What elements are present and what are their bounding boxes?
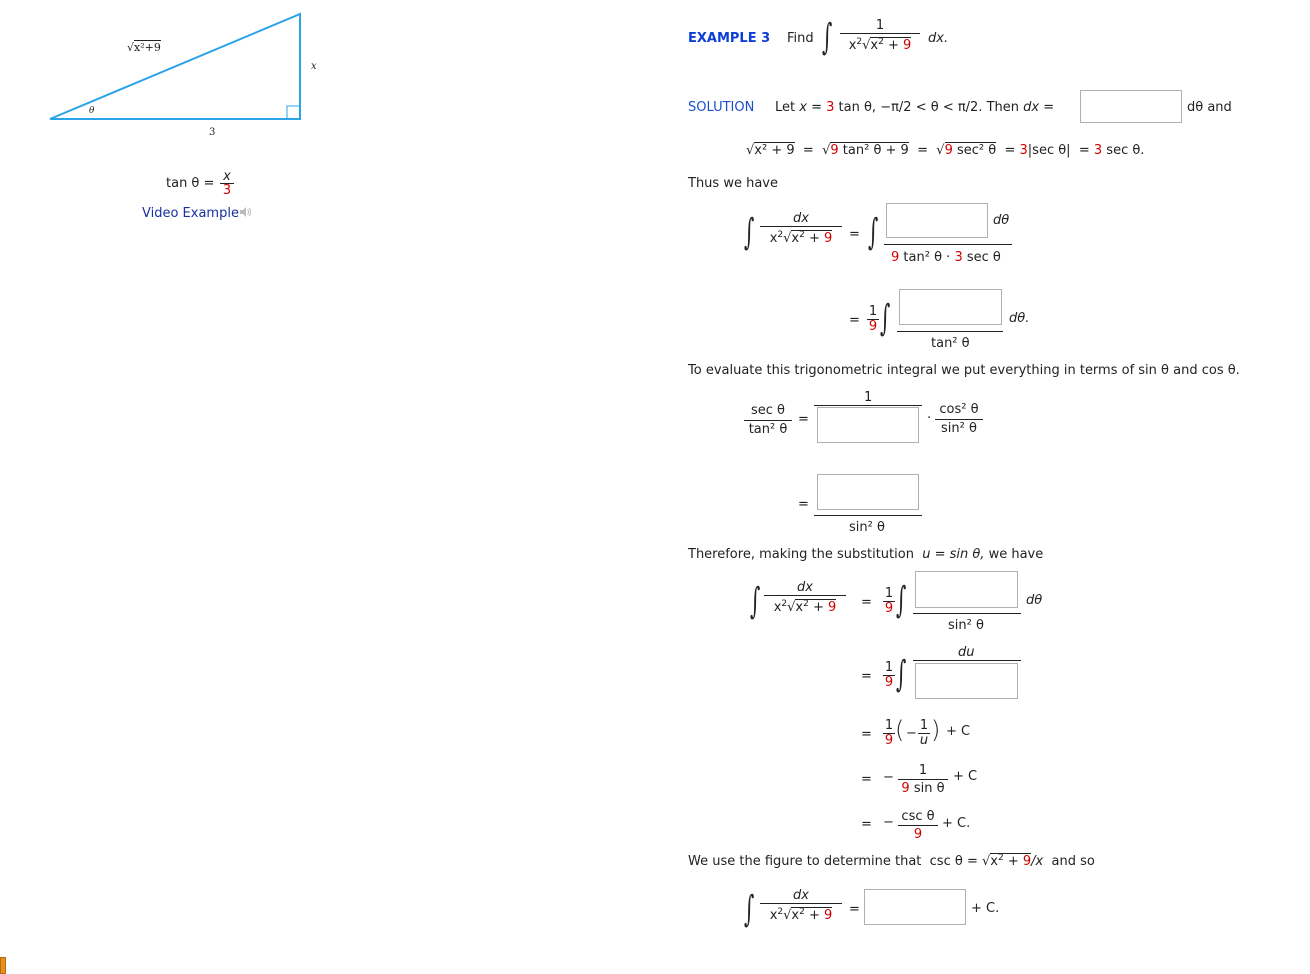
let-word: Let bbox=[775, 100, 796, 115]
sin2-theta: sin² θ bbox=[935, 419, 983, 438]
sub-minus-3: − bbox=[883, 815, 894, 830]
final-three: 3 bbox=[1093, 143, 1103, 158]
sub-du-bar bbox=[913, 660, 1021, 661]
tan-den: 3 bbox=[220, 183, 234, 197]
nine: 9 bbox=[884, 601, 894, 616]
tan-theta-text: tan θ, bbox=[838, 100, 877, 115]
speaker-icon bbox=[239, 206, 251, 218]
we-use-text: We use the figure to determine that bbox=[688, 854, 922, 869]
sub-dx: dx bbox=[797, 580, 813, 595]
sub-eq4: = bbox=[861, 772, 872, 787]
hyp-radicand: x²+9 bbox=[134, 41, 161, 54]
sqrt-mid: tan² θ + 9 bbox=[842, 143, 909, 158]
adjacent-label: 3 bbox=[209, 127, 216, 138]
sub-one-ninth bbox=[883, 587, 895, 616]
sub-fraction-bar bbox=[913, 613, 1021, 614]
nine-sin-den bbox=[898, 779, 948, 797]
sub-minus-2: − bbox=[883, 770, 894, 785]
angle-label: θ bbox=[89, 106, 95, 116]
nine: 9 bbox=[868, 319, 878, 334]
mid-nine: 9 bbox=[830, 143, 839, 158]
den-nine: 9 bbox=[891, 250, 900, 265]
trig-result-den: sin² θ bbox=[849, 520, 885, 535]
video-example-link[interactable] bbox=[142, 206, 251, 221]
trig-result-bar bbox=[814, 515, 922, 516]
plus-c-2: + C bbox=[953, 769, 978, 784]
cos-over-sin bbox=[935, 401, 983, 438]
eq-4: = bbox=[1078, 143, 1090, 158]
and-so: and so bbox=[1051, 854, 1095, 869]
nine: 9 bbox=[884, 675, 894, 690]
sqrt-symbol: √ bbox=[127, 41, 135, 54]
trig-one: 1 bbox=[864, 390, 873, 405]
one-over-u bbox=[918, 719, 930, 748]
abs-three: 3 bbox=[1019, 143, 1028, 158]
final-lhs-fraction bbox=[760, 888, 842, 924]
sub-eq1: = bbox=[861, 595, 872, 610]
sub-one-ninth-2 bbox=[883, 661, 895, 690]
sub-dtheta: dθ bbox=[1026, 593, 1043, 608]
sub-numerator-input[interactable] bbox=[915, 571, 1018, 608]
one: 1 bbox=[884, 586, 894, 601]
integral-sign: ∫ bbox=[880, 298, 891, 339]
x-eq: x = bbox=[799, 100, 822, 115]
theta-range: −π/2 < θ < π/2. bbox=[880, 100, 983, 115]
sub-minus: − bbox=[906, 726, 917, 741]
eq-1: = bbox=[802, 143, 814, 158]
u-var: u bbox=[919, 733, 929, 748]
right-triangle bbox=[0, 0, 320, 140]
integral-sign: ∫ bbox=[896, 654, 907, 695]
step1-fraction-bar bbox=[884, 244, 1012, 245]
trig-result-input[interactable] bbox=[817, 474, 919, 510]
sub-lhs-den: $x^2√x^2 + 9$ bbox=[764, 595, 846, 616]
plus-c-1: + C bbox=[946, 724, 971, 739]
integrand-num: 1 bbox=[875, 18, 885, 33]
sqrt-chain: √x² + 9 = √9 tan² θ + 9 = √9 sec² θ = 3|sec θ| = 3 sec θ. bbox=[746, 143, 1145, 158]
solution-label: SOLUTION bbox=[688, 100, 755, 115]
step2-numerator-input[interactable] bbox=[899, 289, 1002, 325]
nine: 9 bbox=[898, 825, 938, 843]
lhs-dx: dx bbox=[793, 211, 809, 226]
one-over-9sin bbox=[898, 762, 948, 797]
therefore-sentence bbox=[688, 547, 1043, 562]
sec-over-tan bbox=[744, 402, 792, 439]
thus-text: Thus we have bbox=[688, 176, 778, 191]
den-tan: tan² θ · bbox=[903, 250, 951, 265]
cos2-theta: cos² θ bbox=[939, 402, 979, 417]
csc-over-9 bbox=[898, 808, 938, 843]
slash-x: /x bbox=[1031, 854, 1044, 869]
hypotenuse-label bbox=[127, 41, 161, 54]
tan-num: x bbox=[223, 169, 231, 184]
problem-integrand bbox=[840, 18, 920, 54]
three-coef: 3 bbox=[826, 100, 835, 115]
sub-du-denominator-input[interactable] bbox=[915, 663, 1018, 699]
nine: 9 bbox=[884, 733, 894, 748]
integral-sign: ∫ bbox=[822, 17, 833, 58]
step1-eq: = bbox=[849, 227, 860, 242]
dx-eq: dx = bbox=[1023, 100, 1055, 115]
one: 1 bbox=[868, 304, 878, 319]
integrand-den: $x^2√x^2 + 9$ bbox=[840, 33, 920, 54]
trig-sentence: To evaluate this trigonometric integral we put everything in terms of sin θ and cos θ. bbox=[688, 363, 1240, 378]
tan-theta-lhs: tan θ = bbox=[166, 176, 215, 191]
problem-dx: dx. bbox=[928, 31, 949, 46]
step2-dtheta: dθ. bbox=[1009, 311, 1030, 326]
step1-dtheta: dθ bbox=[993, 213, 1010, 228]
find-label: Find bbox=[787, 31, 814, 46]
step2-fraction-bar bbox=[897, 331, 1003, 332]
sub-one-ninth-3 bbox=[883, 719, 895, 748]
tan-theta-fraction bbox=[220, 170, 234, 197]
sqrt-right: sec² θ bbox=[956, 143, 997, 158]
one: 1 bbox=[884, 718, 894, 733]
integral-sign: ∫ bbox=[868, 212, 879, 253]
csc-eq: csc θ = bbox=[929, 854, 978, 869]
step2-denominator: tan² θ bbox=[931, 336, 970, 351]
final-lhs-den: $x^2√x^2 + 9$ bbox=[760, 903, 842, 924]
side-panel-tab[interactable] bbox=[0, 957, 6, 974]
plus-c-3: + C. bbox=[942, 816, 971, 831]
triangle-shape bbox=[50, 14, 300, 119]
nine: 9 bbox=[901, 781, 910, 796]
final-radicand: $x^2 + 9$ bbox=[990, 853, 1032, 869]
right-angle-mark bbox=[287, 106, 300, 119]
final-dx: dx bbox=[793, 888, 809, 903]
final-answer-input[interactable] bbox=[864, 889, 966, 925]
one: 1 bbox=[919, 718, 929, 733]
eq-3: = bbox=[1004, 143, 1016, 158]
therefore-text: Therefore, making the substitution bbox=[688, 547, 914, 562]
sec-theta: sec θ bbox=[750, 403, 785, 418]
trig-eq: = bbox=[798, 412, 809, 427]
integral-sign: ∫ bbox=[744, 889, 755, 930]
trig-eq2: = bbox=[798, 497, 809, 512]
sub-eq5: = bbox=[861, 817, 872, 832]
opposite-label: x bbox=[311, 61, 317, 72]
integral-sign: ∫ bbox=[896, 580, 907, 621]
right-nine: 9 bbox=[944, 143, 953, 158]
u-sub: u = sin θ, bbox=[922, 547, 985, 562]
example-title: EXAMPLE 3 bbox=[688, 31, 771, 46]
one: 1 bbox=[884, 660, 894, 675]
final-sentence: We use the figure to determine that $\csc \theta = √x^2 + 9/x$ and so bbox=[688, 853, 1095, 869]
step1-numerator-input[interactable] bbox=[886, 203, 988, 238]
left-paren: ( bbox=[895, 716, 905, 744]
sub-du: du bbox=[958, 645, 975, 660]
we-have: we have bbox=[988, 547, 1044, 562]
eq-2: = bbox=[917, 143, 928, 158]
one: 1 bbox=[918, 763, 928, 778]
final-sec: sec θ. bbox=[1106, 143, 1145, 158]
solution-let bbox=[775, 100, 1054, 115]
right-paren: ) bbox=[931, 716, 941, 744]
den-sec: sec θ bbox=[966, 250, 1001, 265]
final-plus-c: + C. bbox=[971, 901, 1000, 916]
dtheta-and: dθ and bbox=[1187, 100, 1232, 115]
sub-eq3: = bbox=[861, 727, 872, 742]
final-eq: = bbox=[849, 902, 860, 917]
abs-sec: |sec θ| bbox=[1027, 143, 1071, 158]
integral-sign: ∫ bbox=[750, 581, 761, 622]
step1-lhs-fraction bbox=[760, 211, 842, 247]
dx-answer-input[interactable] bbox=[1080, 90, 1182, 123]
sub-lhs-fraction bbox=[764, 580, 846, 616]
sin-theta: sin θ bbox=[913, 781, 945, 796]
integral-sign: ∫ bbox=[744, 212, 755, 253]
trig-dot: · bbox=[927, 411, 932, 426]
step2-eq: = bbox=[849, 313, 860, 328]
csc-theta: csc θ bbox=[901, 809, 935, 824]
step1-denominator bbox=[891, 250, 1001, 265]
step2-one-ninth bbox=[867, 305, 879, 334]
sqrt-lhs: x² + 9 bbox=[754, 143, 795, 158]
sub-den: sin² θ bbox=[948, 618, 984, 633]
tan2-theta: tan² θ bbox=[744, 420, 792, 439]
then-word: Then bbox=[986, 100, 1020, 115]
trig-denominator-input[interactable] bbox=[817, 407, 919, 443]
video-example-label: Video Example bbox=[142, 206, 239, 221]
sub-eq2: = bbox=[861, 669, 872, 684]
den-three: 3 bbox=[954, 250, 963, 265]
trig-fraction-bar bbox=[814, 405, 922, 406]
lhs-den: $x^2√x^2 + 9$ bbox=[760, 226, 842, 247]
